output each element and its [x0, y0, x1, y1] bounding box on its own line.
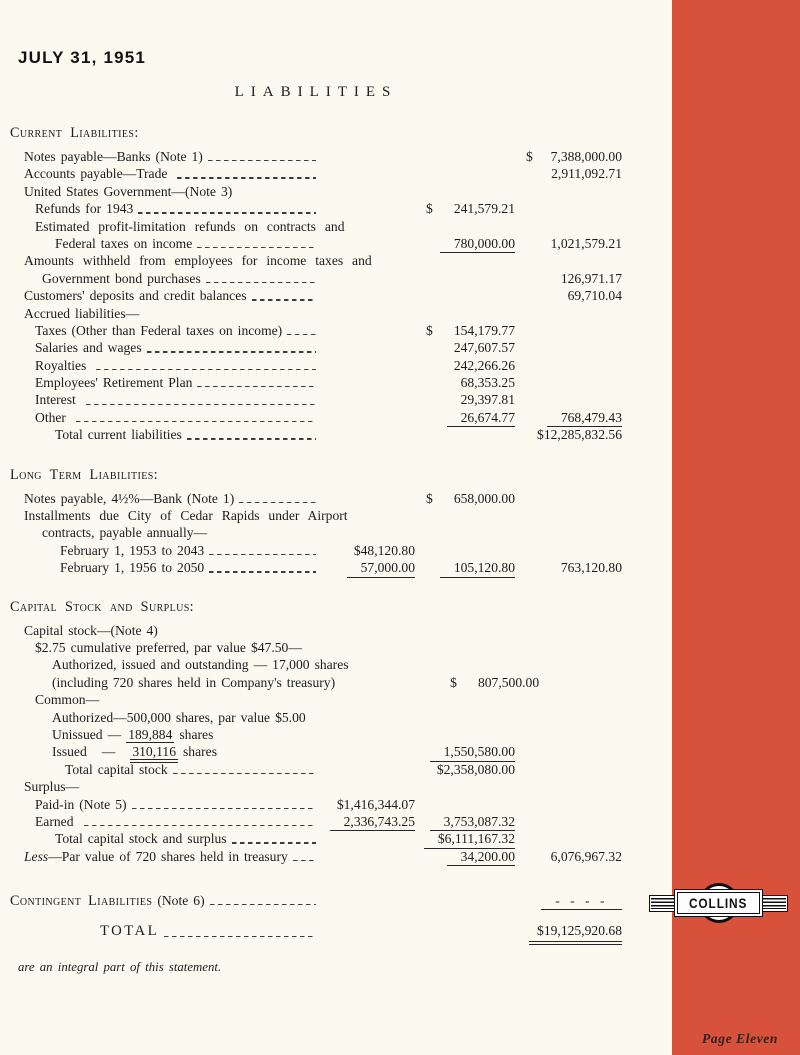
amount-col-c: [515, 921, 622, 945]
label-text: Unissued —: [52, 726, 127, 742]
dash-leader: [287, 334, 316, 335]
amount-value: 763,120.80: [560, 560, 622, 576]
label-text: Common—: [35, 692, 100, 708]
label-text: Estimated profit-limitation refunds on contracts and: [35, 218, 345, 234]
amount-col-b: [415, 830, 515, 848]
dash-leader: [252, 299, 316, 300]
item-label: [52, 726, 213, 743]
amount-value: 807,500.00: [477, 674, 540, 690]
item-label: [35, 796, 127, 813]
line-item-row: [10, 490, 622, 507]
item-label: [65, 761, 168, 778]
amount-value: 241,579.21: [453, 201, 515, 217]
section-rows: [10, 148, 622, 444]
page-title: LIABILITIES: [234, 84, 398, 100]
label-text: Accrued liabilities—: [24, 305, 140, 321]
label-text: Refunds for 1943: [35, 201, 134, 217]
item-label: [24, 848, 288, 865]
label-text: (Note 6): [152, 893, 205, 909]
line-item-row: [10, 270, 622, 287]
dash-leader: [132, 808, 316, 809]
amount-value: 7,388,000.00: [547, 149, 622, 164]
label-text: Taxes (Other than Federal taxes on income): [35, 322, 283, 338]
item-label: [24, 490, 234, 507]
dash-leader: [164, 936, 316, 937]
dash-leader: [209, 554, 316, 555]
item-label: [24, 778, 79, 795]
label-text: shares: [178, 744, 217, 760]
dash-leader: [232, 842, 316, 843]
label-text: Royalties: [35, 357, 92, 373]
line-item-row: [10, 252, 622, 269]
line-item-row: [10, 374, 622, 391]
line-item-row: [10, 218, 622, 235]
amount-col-b: [415, 322, 515, 339]
line-item-row: [10, 778, 622, 795]
statement-date-title: JULY 31, 1951: [18, 48, 147, 67]
financial-statement-page: [10, 0, 622, 975]
item-label: [10, 892, 205, 910]
item-label: [42, 270, 201, 287]
label-text: February 1, 1956 to 2050: [60, 560, 205, 576]
line-item-row: [10, 507, 622, 524]
line-item-row: [10, 200, 622, 217]
amount-value: $6,111,167.32: [424, 830, 515, 848]
dash-leader: [209, 571, 316, 572]
amount-value: 154,179.77: [453, 322, 515, 338]
amount-col-b: [415, 409, 515, 427]
statement-footnote: are an integral part of this statement.: [18, 960, 222, 975]
amount-col-b: [415, 490, 515, 507]
line-item-row: [10, 426, 622, 443]
line-item-row: [10, 305, 622, 322]
amount-col-c: [515, 165, 622, 182]
item-label: [42, 524, 207, 541]
amount-value: 1,550,580.00: [430, 743, 515, 761]
amount-col-b: [415, 761, 515, 778]
dash-leader: [177, 177, 316, 178]
item-label: [52, 656, 349, 673]
label-text: Federal taxes on income: [55, 235, 193, 251]
amount-value: - - - -: [541, 892, 622, 910]
label-text: United States Government—(Note 3): [24, 183, 233, 199]
amount-col-b: [415, 339, 515, 356]
item-label: [24, 622, 158, 639]
line-item-row: [10, 235, 622, 252]
statement-body: [10, 124, 622, 941]
item-label: [52, 709, 306, 726]
dollar-sign: $: [526, 149, 533, 164]
label-text: February 1, 1953 to 2043: [60, 542, 205, 558]
amount-col-b: [415, 813, 515, 831]
amount-col-b: [415, 200, 515, 217]
label-text: Less: [24, 848, 49, 864]
line-item-row: [10, 813, 622, 830]
item-label: [35, 391, 81, 408]
amount-value: 780,000.00: [440, 235, 515, 253]
label-text: Earned: [35, 813, 79, 829]
label-text: Authorized, issued and outstanding — 17,000 shares: [52, 657, 349, 673]
label-text: Accounts payable—Trade: [24, 166, 173, 182]
label-text: Government bond purchases: [42, 270, 201, 286]
statement-section: [10, 598, 622, 865]
amount-col-b: [415, 743, 515, 761]
amount-col-b: [415, 357, 515, 374]
amount-col-a: [320, 559, 415, 577]
item-label: [52, 743, 217, 760]
amount-col-b: [415, 374, 515, 391]
label-text: Employees' Retirement Plan: [35, 375, 193, 391]
label-text: Installments due City of Cedar Rapids under Airport: [24, 508, 348, 524]
item-label: [35, 374, 192, 391]
page-number-label: Page Eleven: [702, 1031, 778, 1046]
label-text: Amounts withheld from employees for income taxes and: [24, 253, 372, 269]
amount-value: 2,336,743.25: [330, 813, 415, 831]
logo-plate-inner: [677, 892, 760, 914]
line-item-row: [10, 542, 622, 559]
label-text: Total capital stock and surplus: [55, 831, 227, 847]
dash-leader: [208, 160, 316, 161]
line-item-row: [10, 357, 622, 374]
line-item-row: [10, 761, 622, 778]
amount-col-a: [320, 796, 415, 813]
line-item-row: [10, 322, 622, 339]
label-text: Issued —: [52, 744, 131, 760]
amount-col-c: [515, 559, 622, 576]
label-text: 310,116: [130, 744, 178, 763]
item-label: [35, 322, 282, 339]
dash-leader: [197, 247, 316, 248]
statement-section: [10, 466, 622, 577]
label-text: Surplus—: [24, 779, 80, 795]
label-text: Interest: [35, 392, 81, 408]
amount-value: $19,125,920.68: [529, 921, 622, 945]
line-item-row: [10, 409, 622, 426]
label-text: Salaries and wages: [35, 340, 142, 356]
dash-leader: [86, 404, 316, 405]
amount-value: 2,911,092.71: [551, 166, 622, 182]
label-text: Authorized—500,000 shares, par value $5.00: [52, 709, 306, 725]
section-rows: [10, 490, 622, 577]
item-label: [60, 542, 204, 559]
dash-leader: [76, 421, 316, 422]
amount-value: 105,120.80: [440, 559, 515, 577]
line-item-row: [10, 743, 622, 760]
item-label: [100, 921, 159, 941]
item-label: [35, 218, 345, 235]
dash-leader: [147, 351, 316, 352]
line-item-row: [10, 148, 622, 165]
dollar-sign: $: [426, 490, 433, 506]
line-item-row: [10, 709, 622, 726]
label-text: Notes payable—Banks (Note 1): [24, 149, 203, 164]
amount-col-b: [415, 848, 515, 866]
label-text: $2.75 cumulative preferred, par value $47.50—: [35, 639, 302, 655]
amount-value: 6,076,967.32: [550, 848, 622, 864]
amount-value: 242,266.26: [453, 357, 515, 373]
line-item-row: [10, 656, 622, 673]
line-item-row: [10, 559, 622, 576]
logo-wordmark: COLLINS: [689, 895, 748, 911]
line-item-row: [10, 287, 622, 304]
amount-value: $1,416,344.07: [336, 796, 415, 812]
amount-col-c: [515, 270, 622, 287]
label-text: Customers' deposits and credit balances: [24, 288, 247, 304]
dollar-sign: $: [450, 674, 457, 690]
amount-col-c: [515, 848, 622, 865]
amount-col-c: [515, 287, 622, 304]
amount-col-c: [515, 235, 622, 252]
amount-col-c: [515, 148, 622, 165]
item-label: [35, 200, 133, 217]
item-label: [24, 305, 139, 322]
amount-col-c: [515, 426, 622, 443]
item-label: [35, 691, 99, 708]
amount-value: 26,674.77: [447, 409, 515, 427]
amount-col-c: [515, 409, 622, 427]
statement-section: [10, 892, 622, 941]
label-text: Paid-in (Note 5): [35, 796, 127, 812]
item-label: [35, 639, 302, 656]
amount-col-b: [415, 235, 515, 253]
label-text: Notes payable, 4½%—Bank (Note 1): [24, 490, 235, 506]
line-item-row: [10, 524, 622, 541]
logo-plate: [674, 889, 763, 917]
statement-section: [10, 124, 622, 444]
line-item-row: [10, 892, 622, 909]
item-label: [35, 813, 79, 830]
amount-col-a: [320, 813, 415, 831]
line-item-row: [10, 183, 622, 200]
item-label: [60, 559, 204, 576]
section-rows: [10, 892, 622, 941]
amount-value: 126,971.17: [560, 270, 622, 286]
item-label: [24, 183, 232, 200]
item-label: [24, 165, 172, 182]
dash-leader: [206, 282, 316, 283]
line-item-row: [10, 726, 622, 743]
line-item-row: [10, 622, 622, 639]
amount-value: 768,479.43: [547, 409, 622, 427]
amount-value: 247,607.57: [453, 340, 515, 356]
section-rows: [10, 622, 622, 865]
item-label: [35, 357, 91, 374]
label-text: Contingent Liabilities: [10, 893, 153, 910]
label-text: Capital stock—(Note 4): [24, 622, 158, 638]
label-text: contracts, payable annually—: [42, 525, 208, 541]
item-label: [24, 148, 203, 165]
amount-value: 69,710.04: [567, 288, 622, 304]
label-text: —Par value of 720 shares held in treasury: [48, 848, 288, 864]
amount-value: 34,200.00: [447, 848, 515, 866]
item-label: [52, 674, 335, 691]
dollar-sign: $: [426, 322, 433, 338]
dash-leader: [187, 438, 316, 439]
label-text: shares: [174, 726, 214, 742]
line-item-row: [10, 165, 622, 182]
amount-value: 68,353.25: [460, 375, 515, 391]
line-item-row: [10, 830, 622, 847]
amount-value: $2,358,080.00: [436, 761, 515, 777]
amount-value: 658,000.00: [453, 490, 515, 506]
line-item-row: [10, 691, 622, 708]
dash-leader: [138, 212, 316, 213]
collins-logo: [649, 881, 788, 926]
amount-value: $12,285,832.56: [537, 427, 622, 443]
section-header: Capital Stock and Surplus:: [10, 598, 195, 615]
item-label: [35, 339, 142, 356]
dash-leader: [84, 825, 317, 826]
item-label: [24, 287, 247, 304]
line-item-row: [10, 848, 622, 865]
item-label: [24, 507, 348, 524]
line-item-row: [10, 339, 622, 356]
section-header: Current Liabilities:: [10, 125, 139, 141]
line-item-row: [10, 639, 622, 656]
amount-value: 57,000.00: [347, 559, 415, 577]
amount-value: 3,753,087.32: [430, 813, 515, 831]
item-label: [55, 235, 192, 252]
item-label: [35, 409, 71, 426]
amount-value: $48,120.80: [353, 542, 415, 558]
amount-col-b: [439, 674, 539, 691]
dash-leader: [197, 386, 316, 387]
label-text: (including 720 shares held in Company's treasury): [52, 674, 336, 690]
line-item-row: [10, 796, 622, 813]
section-header: Long Term Liabilities:: [10, 466, 159, 483]
dash-leader: [210, 904, 316, 905]
dash-leader: [173, 773, 316, 774]
dash-leader: [96, 369, 316, 370]
item-label: [55, 426, 182, 443]
amount-col-a: [320, 542, 415, 559]
dollar-sign: $: [426, 201, 433, 217]
label-text: Total current liabilities: [55, 427, 182, 443]
label-text: Total capital stock: [65, 761, 168, 777]
amount-col-b: [415, 391, 515, 408]
label-text: Other: [35, 409, 71, 425]
label-text: 189,884: [128, 726, 173, 742]
line-item-row: [10, 921, 622, 941]
dash-leader: [293, 860, 316, 861]
line-item-row: [10, 674, 622, 691]
amount-value: 29,397.81: [460, 392, 515, 408]
label-text: TOTAL: [100, 923, 160, 940]
dash-leader: [239, 502, 316, 503]
line-item-row: [10, 391, 622, 408]
item-label: [55, 830, 227, 847]
amount-col-c: [515, 892, 622, 910]
amount-col-b: [415, 559, 515, 577]
amount-value: 1,021,579.21: [550, 235, 622, 251]
item-label: [24, 252, 372, 269]
